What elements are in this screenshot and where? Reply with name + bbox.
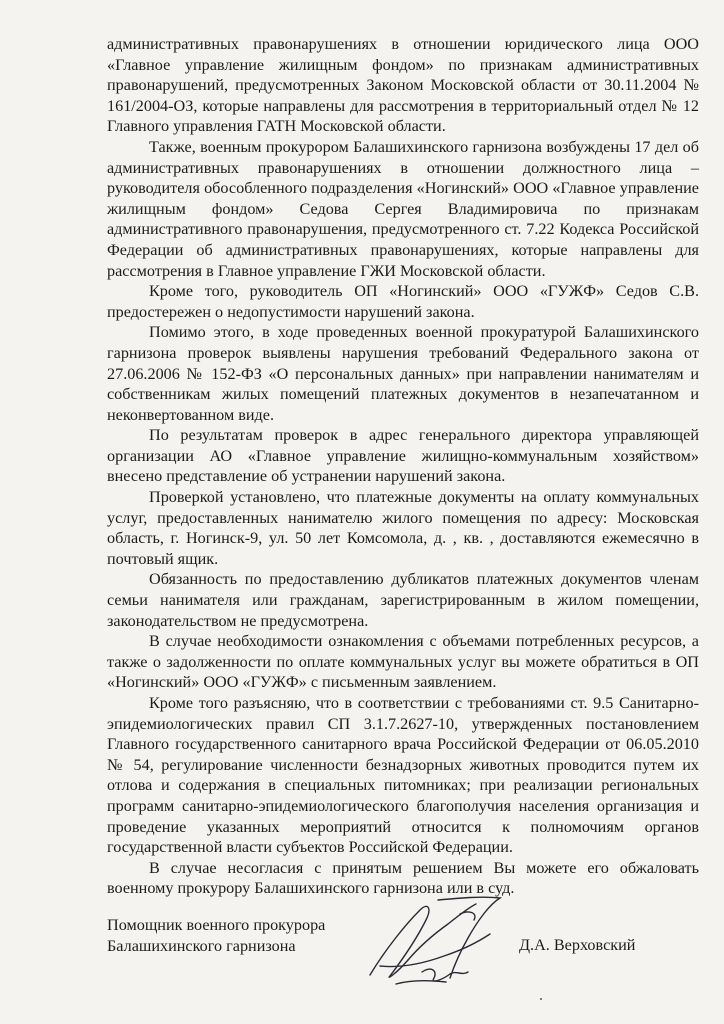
paragraph-delivery: Проверкой установлено, что платежные документы на оплату коммунальных услуг, предоставленных нанимателю жилого помещения по адресу: Московская область, г. Ногинск-9, ул. 50 лет Комсомола, д. , кв. , доставляются ежемесячно в почтовый ящик. bbox=[107, 488, 699, 568]
paragraph-personal-data: Помимо этого, в ходе проведенных военной прокуратурой Балашихинского гарнизона проверок выявлены нарушения требований Федерального закона от 27.06.2006 № 152-ФЗ «О персональных данных» при направлении нанимателям и собственникам жилых помещений платежных документов в незапечатанном и неконвертованном виде. bbox=[107, 323, 699, 424]
paragraph-representation: По результатам проверок в адрес генерального директора управляющей организации АО «Главное управление жилищно-коммунальным хозяйством» внесено представление об устранении нарушений закона. bbox=[107, 426, 699, 486]
signatory-position-line2: Балашихинского гарнизона bbox=[107, 937, 296, 955]
signatory-position bbox=[107, 915, 325, 957]
handwritten-signature bbox=[350, 880, 520, 1000]
scan-speck bbox=[540, 998, 542, 1000]
signatory-name: Д.А. Верховский bbox=[519, 936, 636, 954]
paragraph-continuation: административных правонарушениях в отношении юридического лица ООО «Главное управление жилищным фондом» по признакам административных правонарушений, предусмотренных Законом Московской области от 30.11.2004 № 161/2004-ОЗ, которые направлены для рассмотрения в территориальный отдел № 12 Главного управления ГАТН Московской области. bbox=[107, 35, 699, 136]
paragraph-appeal: В случае несогласия с принятым решением Вы можете его обжаловать военному прокурору Балашихинского гарнизона или в суд. bbox=[107, 858, 699, 898]
paragraph-stray-animals: Кроме того разъясняю, что в соответствии с требованиями ст. 9.5 Санитарно-эпидемиологических правил СП 3.1.7.2627-10, утвержденных постановлением Главного государственного санитарного врача Российской Федерации от 06.05.2010 № 54, регулирование численности безнадзорных животных проводится путем их отлова и содержания в специальных питомниках; при реализации региональных программ санитарно-эпидемиологического благополучия населения организация и проведение указанных мероприятий относится к полномочиям органов государственной власти субъектов Российской Федерации. bbox=[107, 694, 699, 857]
signatory-position-line1: Помощник военного прокурора bbox=[107, 916, 326, 934]
paragraph-warning: Кроме того, руководитель ОП «Ногинский» ООО «ГУЖФ» Седов С.В. предостережен о недопустимости нарушений закона. bbox=[107, 282, 699, 321]
paragraph-cases-official: Также, военным прокурором Балашихинского гарнизона возбуждены 17 дел об административных правонарушениях в отношении должностного лица – руководителя обособленного подразделения «Ногинский» ООО «Главное управление жилищным фондом» Седова Сергея Владимировича по признакам административного правонарушения, предусмотренного ст. 7.22 Кодекса Российской Федерации об административных правонарушениях, которые направлены для рассмотрения в Главное управление ГЖИ Московской области. bbox=[107, 137, 699, 280]
paragraph-consumption: В случае необходимости ознакомления с объемами потребленных ресурсов, а также о задолженности по оплате коммунальных услуг вы можете обратиться в ОП «Ногинский» ООО «ГУЖФ» с письменным заявлением. bbox=[107, 632, 699, 692]
paragraph-duplicates: Обязанность по предоставлению дубликатов платежных документов членам семьи нанимателя или гражданам, зарегистрированным в жилом помещении, законодательством не предусмотрена. bbox=[107, 570, 699, 630]
letter-body bbox=[107, 34, 699, 899]
